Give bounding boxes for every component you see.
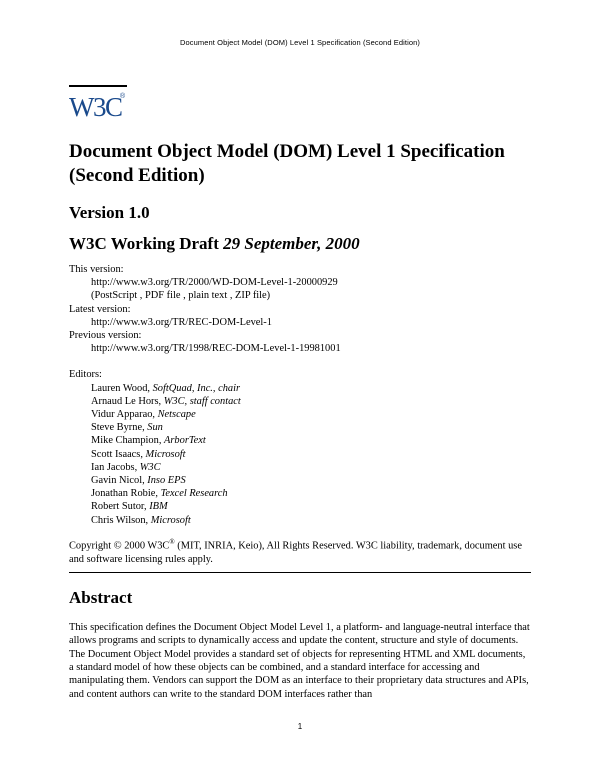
status-heading xyxy=(69,233,531,255)
logo-registered-mark: ® xyxy=(120,93,126,100)
logo-rule xyxy=(69,85,127,87)
page-number: 1 xyxy=(297,722,303,731)
editor-item: Chris Wilson, Microsoft xyxy=(91,514,191,526)
status-prefix: W3C Working Draft xyxy=(69,234,219,253)
abstract-text: This specification defines the Document Object Model Level 1, a platform- and language-neutral interface that allows programs and scripts to dynamically access and update the content, structure and style of documents. The Document Object Model provides a standard set of objects for representing HTML and XML documents, a standard model of how these objects can be combined, and a standard interface for accessing and manipulating them. Vendors can support the DOM as an interface to their proprietary data structures and APIs, and content authors can write to the standard DOM interfaces rather than xyxy=(69,621,530,700)
document-title: Document Object Model (DOM) Level 1 Specification (Second Edition) xyxy=(69,141,505,186)
w3c-logo[interactable] xyxy=(69,85,129,121)
editor-item: Ian Jacobs, W3C xyxy=(91,461,161,473)
running-header: Document Object Model (DOM) Level 1 Specification (Second Edition) xyxy=(179,38,421,47)
abstract-heading: Abstract xyxy=(69,587,133,607)
editor-item: Steve Byrne, Sun xyxy=(91,422,163,434)
editor-item: Vidur Apparao, Netscape xyxy=(91,409,196,421)
editor-item: Arnaud Le Hors, W3C, staff contact xyxy=(91,395,241,407)
this-version-link[interactable]: http://www.w3.org/TR/2000/WD-DOM-Level-1-20000929 xyxy=(91,277,338,289)
format-links[interactable]: (PostScript , PDF file , plain text , ZIP file) xyxy=(91,290,271,302)
editors-section xyxy=(69,368,531,526)
latest-version-label: Latest version: xyxy=(69,303,131,315)
latest-version-link[interactable]: http://www.w3.org/TR/REC-DOM-Level-1 xyxy=(91,316,272,328)
version-heading: Version 1.0 xyxy=(69,203,150,222)
editor-item: Gavin Nicol, Inso EPS xyxy=(91,475,186,487)
editor-item: Mike Champion, ArborText xyxy=(91,435,206,447)
copyright-notice: Copyright © 2000 W3C® (MIT, INRIA, Keio), All Rights Reserved. W3C liability, trademark, document use and software licensing rules apply. xyxy=(69,537,522,565)
logo-text: W3C xyxy=(69,92,122,121)
status-date: 29 September, 2000 xyxy=(223,234,360,253)
previous-version-label: Previous version: xyxy=(69,330,142,342)
this-version-label: This version: xyxy=(69,264,124,275)
editor-item: Jonathan Robie, Texcel Research xyxy=(91,488,228,500)
editor-list xyxy=(69,382,531,527)
editor-item: Scott Isaacs, Microsoft xyxy=(91,448,186,460)
editors-label: Editors: xyxy=(69,369,102,381)
editor-item: Robert Sutor, IBM xyxy=(91,501,168,513)
editor-item: Lauren Wood, SoftQuad, Inc., chair xyxy=(91,382,241,394)
version-info xyxy=(69,263,531,355)
previous-version-link[interactable]: http://www.w3.org/TR/1998/REC-DOM-Level-1-19981001 xyxy=(91,343,341,355)
document-content xyxy=(69,140,531,701)
w3c-logo-icon xyxy=(69,89,129,121)
section-divider xyxy=(69,572,531,573)
